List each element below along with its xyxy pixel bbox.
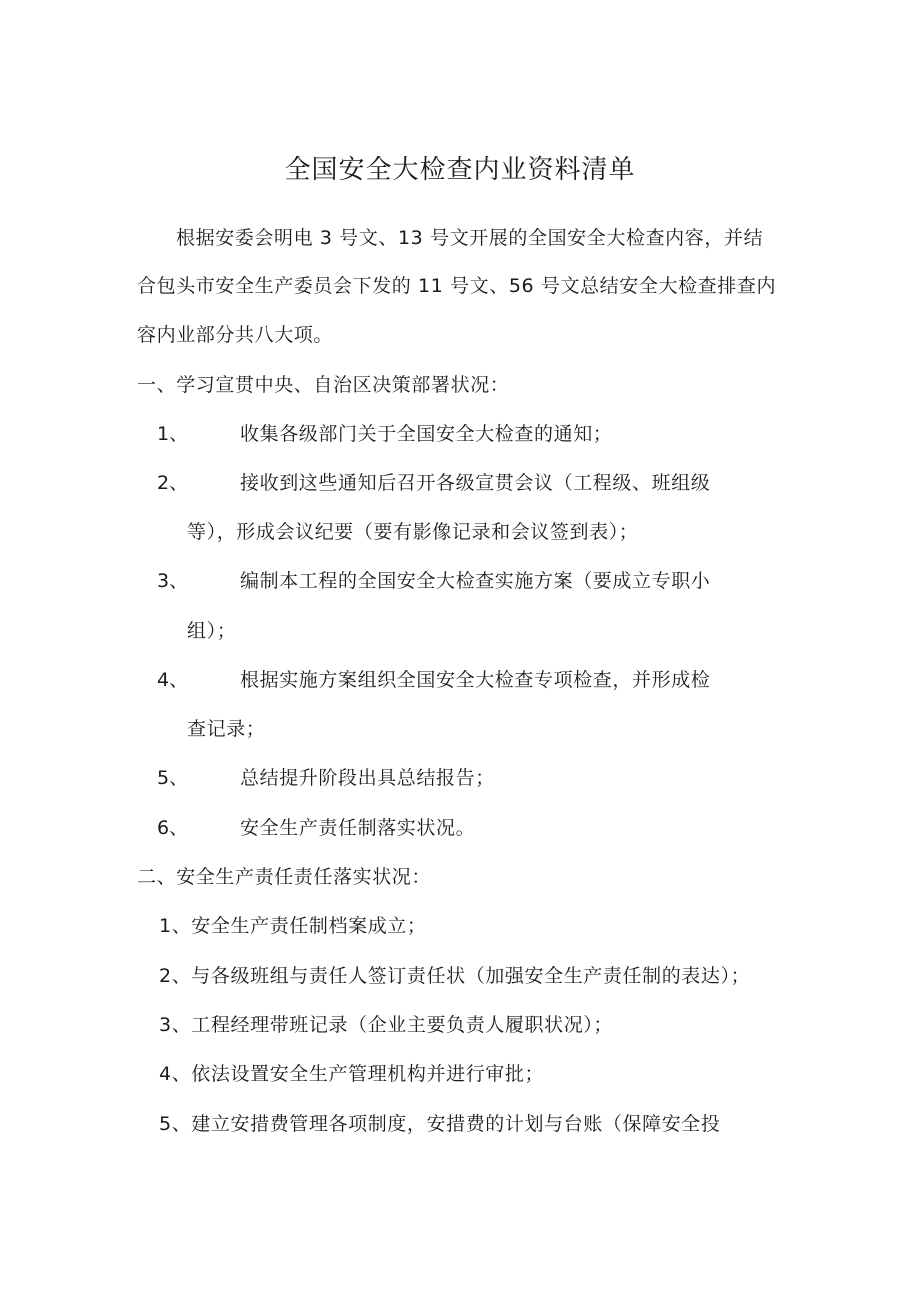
section1-item-4-text-cont: 查记录； <box>187 718 266 740</box>
section1-item-6-number: 6、 <box>157 817 189 839</box>
section1-item-2-number: 2、 <box>157 472 189 494</box>
section2-item-3: 3、工程经理带班记录（企业主要负责人履职状况）； <box>159 1014 613 1036</box>
page-title: 全国安全大检查内业资料清单 <box>284 155 636 185</box>
section2-item-2: 2、与各级班组与责任人签订责任状（加强安全生产责任制的表达）； <box>159 965 751 987</box>
section2-item-5: 5、建立安措费管理各项制度，安措费的计划与台账（保障安全投 <box>159 1113 721 1135</box>
section2-heading: 二、安全生产责任责任落实状况： <box>137 866 432 888</box>
section1-item-6-text: 安全生产责任制落实状况。 <box>240 817 476 839</box>
section1-item-3-text-cont: 组）； <box>187 620 237 642</box>
section1-item-1-number: 1、 <box>157 423 189 445</box>
section1-item-2-text: 接收到这些通知后召开各级宣贯会议（工程级、班组级 <box>240 472 711 494</box>
section2-item-1: 1、安全生产责任制档案成立； <box>159 915 427 937</box>
section1-heading: 一、学习宣贯中央、自治区决策部署状况： <box>137 374 510 396</box>
section1-item-5-text: 总结提升阶段出具总结报告； <box>240 767 495 789</box>
section1-item-3-number: 3、 <box>157 570 189 592</box>
section1-item-5-number: 5、 <box>157 767 189 789</box>
intro-line-2: 合包头市安全生产委员会下发的 11 号文、56 号文总结安全大检查排查内 <box>137 275 777 297</box>
intro-line-1: 根据安委会明电 3 号文、13 号文开展的全国安全大检查内容，并结 <box>176 227 764 249</box>
section2-item-4: 4、依法设置安全生产管理机构并进行审批； <box>159 1063 545 1085</box>
section1-item-1-text: 收集各级部门关于全国安全大检查的通知； <box>240 423 613 445</box>
intro-line-3: 容内业部分共八大项。 <box>137 324 334 346</box>
section1-item-2-text-cont: 等），形成会议纪要（要有影像记录和会议签到表）； <box>187 521 639 543</box>
section1-item-4-text: 根据实施方案组织全国安全大检查专项检查，并形成检 <box>240 669 711 691</box>
section1-item-4-number: 4、 <box>157 669 189 691</box>
section1-item-3-text: 编制本工程的全国安全大检查实施方案（要成立专职小 <box>240 570 711 592</box>
